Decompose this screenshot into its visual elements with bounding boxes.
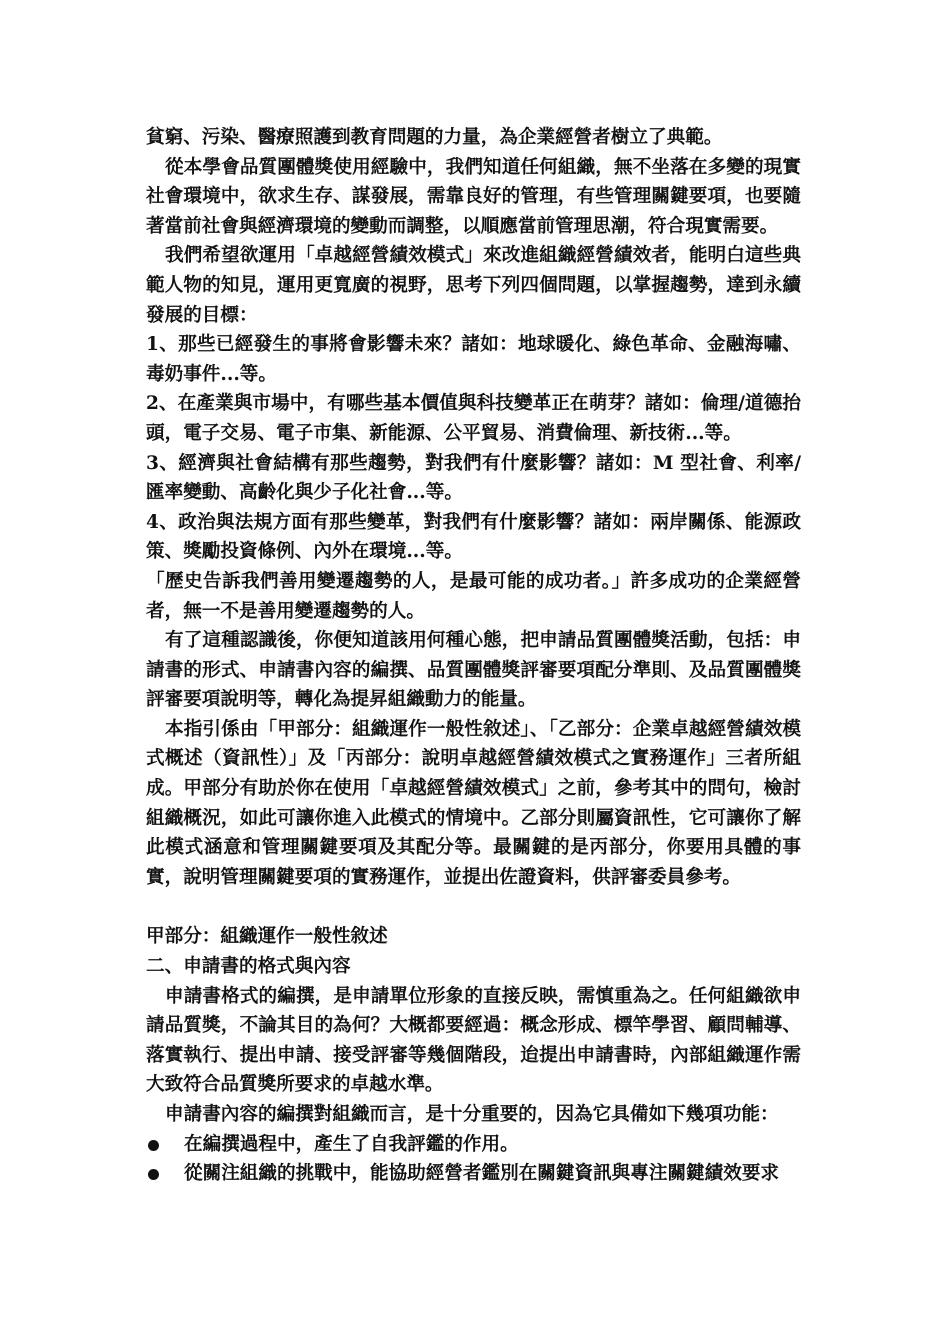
paragraph-functions: 申請書內容的編撰對組織而言，是十分重要的，因為它具備如下幾項功能： <box>165 1104 779 1125</box>
section-title: 甲部分：組織運作一般性敘述 <box>146 926 388 948</box>
paragraph-continuation: 貧窮、污染、醫療照護到教育問題的力量，為企業經營者樹立了典範。 <box>146 127 723 148</box>
bullet-item <box>146 1130 801 1160</box>
question-item-4: 4、政治與法規方面有那些變革，對我們有什麼影響？諸如：兩岸關係、能源政策、獎勵投資條例、內外在環境...等。 <box>146 511 801 563</box>
question-item-3: 3、經濟與社會結構有那些趨勢，對我們有什麼影響？諸如：M 型社會、利率/匯率變動、高齡化與少子化社會...等。 <box>146 452 801 504</box>
section-spacer <box>146 892 801 922</box>
bullet-dot-icon <box>148 1140 159 1151</box>
paragraph-awareness: 有了這種認識後，你便知道該用何種心態，把申請品質團體獎活動，包括：申請書的形式、申請書內容的編撰、品質團體獎評審要項配分準則、及品質團體獎評審要項說明等，轉化為提昇組織動力的能量。 <box>146 630 801 711</box>
bullet-text: 在編撰過程中，產生了自我評鑑的作用。 <box>184 1133 519 1155</box>
subsection-title: 二、申請書的格式與內容 <box>146 956 351 978</box>
question-item-1: 1、那些已經發生的事將會影響未來？諸如：地球暖化、綠色革命、金融海嘯、毒奶事件...等。 <box>146 334 801 385</box>
bullet-dot-icon <box>148 1169 159 1180</box>
paragraph-guide-structure: 本指引係由「甲部分：組織運作一般性敘述」、「乙部分：企業卓越經營績效模式概述（資訊性）」及「丙部分：說明卓越經營績效模式之實務運作」三者所組成。甲部分有助於你在使用「卓越經營績效模式」之前，參考其中的問句，檢討組織概況，如此可讓你進入此模式的情境中。乙部分則屬資訊性，它可讓你了解此模式涵意和管理關鍵要項及其配分等。最關鍵的是丙部分，你要用具體的事實，說明管理關鍵要項的實務運作，並提出佐證資料，供評審委員參考。 <box>146 718 801 888</box>
paragraph-hope: 我們希望欲運用「卓越經營績效模式」來改進組織經營績效者，能明白這些典範人物的知見，運用更寬廣的視野，思考下列四個問題，以掌握趨勢，達到永續發展的目標： <box>146 245 801 326</box>
paragraph-experience: 從本學會品質團體獎使用經驗中，我們知道任何組織，無不坐落在多變的現實社會環境中，欲求生存、謀發展，需靠良好的管理，有些管理關鍵要項，也要隨著當前社會與經濟環境的變動而調整，以順應當前管理思潮，符合現實需要。 <box>146 156 801 237</box>
document-body <box>146 123 801 1189</box>
bullet-text: 從關注組織的挑戰中，能協助經營者鑑別在關鍵資訊與專注關鍵績效要求 <box>184 1163 780 1185</box>
paragraph-format: 申請書格式的編撰，是申請單位形象的直接反映，需慎重為之。任何組織欲申請品質獎，不論其目的為何？大概都要經過：概念形成、標竿學習、顧問輔導、落實執行、提出申請、接受評審等幾個階段，迨提出申請書時，內部組織運作需大致符合品質獎所要求的卓越水準。 <box>146 985 801 1096</box>
bullet-item <box>146 1159 801 1189</box>
question-item-2: 2、在產業與市場中，有哪些基本價值與科技變革正在萌芽？諸如：倫理/道德抬頭，電子交易、電子市集、新能源、公平貿易、消費倫理、新技術...等。 <box>146 393 801 444</box>
paragraph-history-quote: 「歷史告訴我們善用變遷趨勢的人，是最可能的成功者。」許多成功的企業經營者，無一不是善用變遷趨勢的人。 <box>146 570 801 622</box>
